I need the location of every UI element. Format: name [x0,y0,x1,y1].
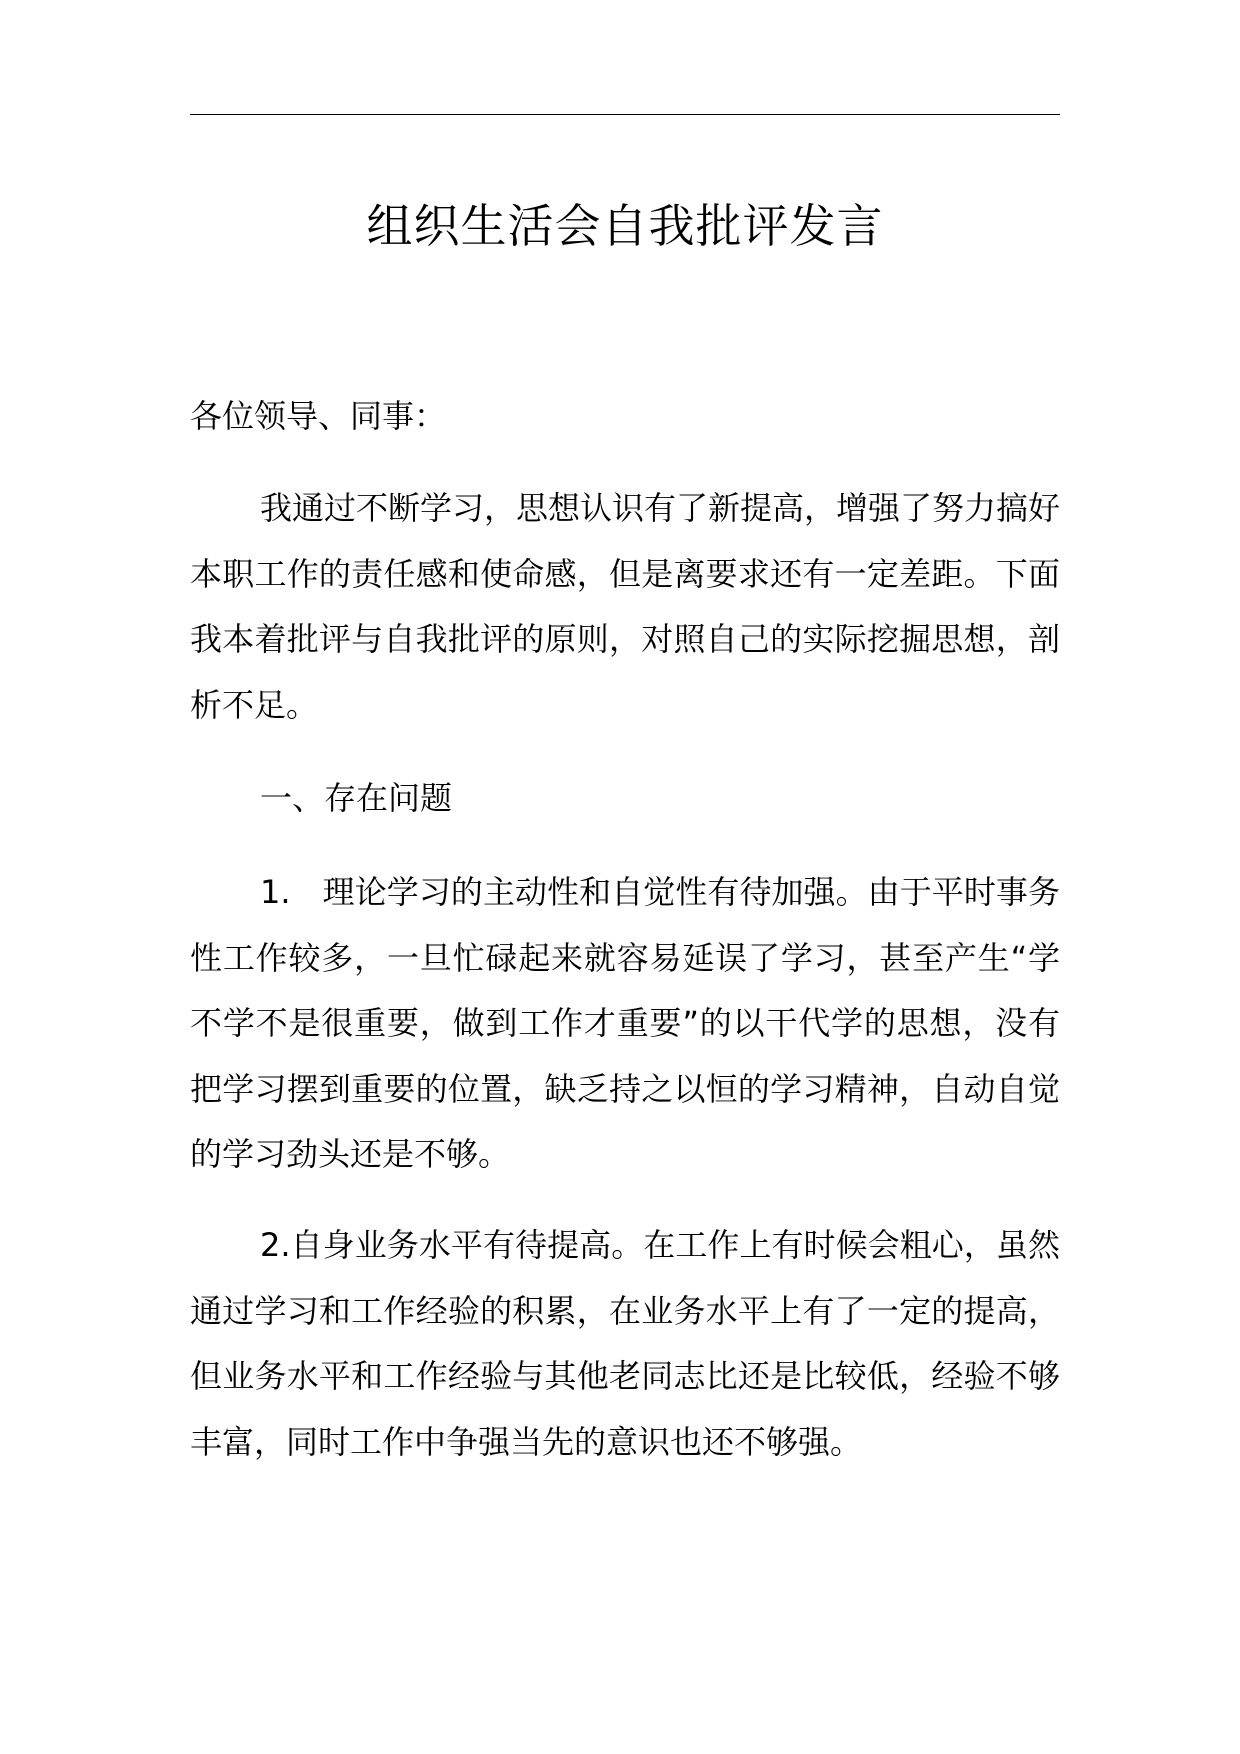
header-rule [190,114,1060,115]
document-title: 组织生活会自我批评发言 [366,199,884,253]
problem-item-1: 1. 理论学习的主动性和自觉性有待加强。由于平时事务性工作较多，一旦忙碌起来就容易延误了学习，甚至产生“学不学不是很重要，做到工作才重要”的以干代学的思想，没有把学习摆到重要的位置，缺乏持之以恒的学习精神，自动自觉的学习劲头还是不够。 [190,873,1060,1173]
salutation: 各位领导、同事： [190,397,447,435]
intro-paragraph: 我通过不断学习，思想认识有了新提高，增强了努力搞好本职工作的责任感和使命感，但是离要求还有一定差距。下面我本着批评与自我批评的原则，对照自己的实际挖掘思想，剖析不足。 [190,489,1061,724]
section-heading-problems: 一、存在问题 [260,779,453,817]
problem-item-2: 2.自身业务水平有待提高。在工作上有时候会粗心，虽然通过学习和工作经验的积累，在业务水平上有了一定的提高，但业务水平和工作经验与其他老同志比还是比较低，经验不够丰富，同时工作中争强当先的意识也还不够强。 [190,1226,1060,1461]
